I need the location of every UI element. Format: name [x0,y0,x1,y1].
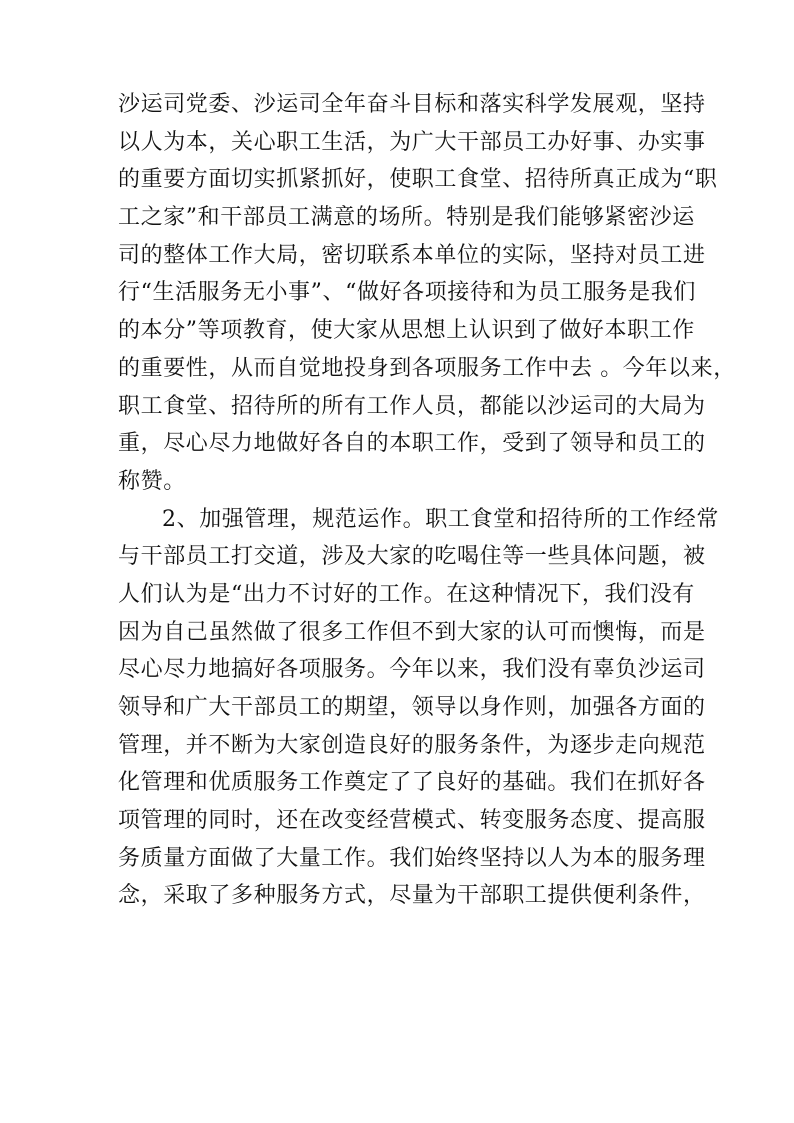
text-line: 项管理的同时，还在改变经营模式、转变服务态度、提高服 [118,808,706,834]
text-line: 的本分”等项教育，使大家从思想上认识到了做好本职工作 [118,318,695,344]
text-line: 工之家”和干部员工满意的场所。特别是我们能够紧密沙运 [118,205,695,231]
text-line: 因为自己虽然做了很多工作但不到大家的认可而懊悔，而是 [118,619,706,645]
text-line: 领导和广大干部员工的期望，领导以身作则，加强各方面的 [118,695,706,720]
paragraph-2 [118,501,719,916]
text-line: 与干部员工打交道，涉及大家的吃喝住等一些具体问题，被 [118,544,706,570]
text-line: 行“生活服务无小事”、“做好各项接待和为员工服务是我们 [118,280,696,306]
text-line: 务质量方面做了大量工作。我们始终坚持以人为本的服务理 [118,845,706,871]
text-line: 重，尽心尽力地做好各自的本职工作，受到了领导和员工的 [118,431,706,457]
text-line: 司的整体工作大局，密切联系本单位的实际，坚持对员工进 [118,242,706,268]
text-line: 管理，并不断为大家创造良好的服务条件，为逐步走向规范 [118,732,706,758]
body-text [118,86,736,915]
text-line: 的重要性，从而自觉地投身到各项服务工作中去 。今年以来， [118,355,736,381]
text-line: 念，采取了多种服务方式，尽量为干部职工提供便利条件， [118,883,706,909]
text-line: 尽心尽力地搞好各项服务。今年以来，我们没有辜负沙运司 [118,657,706,683]
text-line: 职工食堂、招待所的所有工作人员，都能以沙运司的大局为 [118,393,706,419]
text-line: 人们认为是“出力不讨好的工作。在这种情况下，我们没有 [118,581,695,607]
text-line: 称赞。 [118,468,186,494]
paragraph-1 [118,86,736,501]
text-line: 2、加强管理，规范运作。职工食堂和招待所的工作经常 [162,506,719,532]
text-line: 化管理和优质服务工作奠定了了良好的基础。我们在抓好各 [118,770,706,796]
text-line: 以人为本，关心职工生活，为广大干部员工办好事、办实事 [118,129,706,155]
text-line: 沙运司党委、沙运司全年奋斗目标和落实科学发展观，坚持 [118,92,706,117]
text-line: 的重要方面切实抓紧抓好，使职工食堂、招待所真正成为“职 [118,167,718,193]
